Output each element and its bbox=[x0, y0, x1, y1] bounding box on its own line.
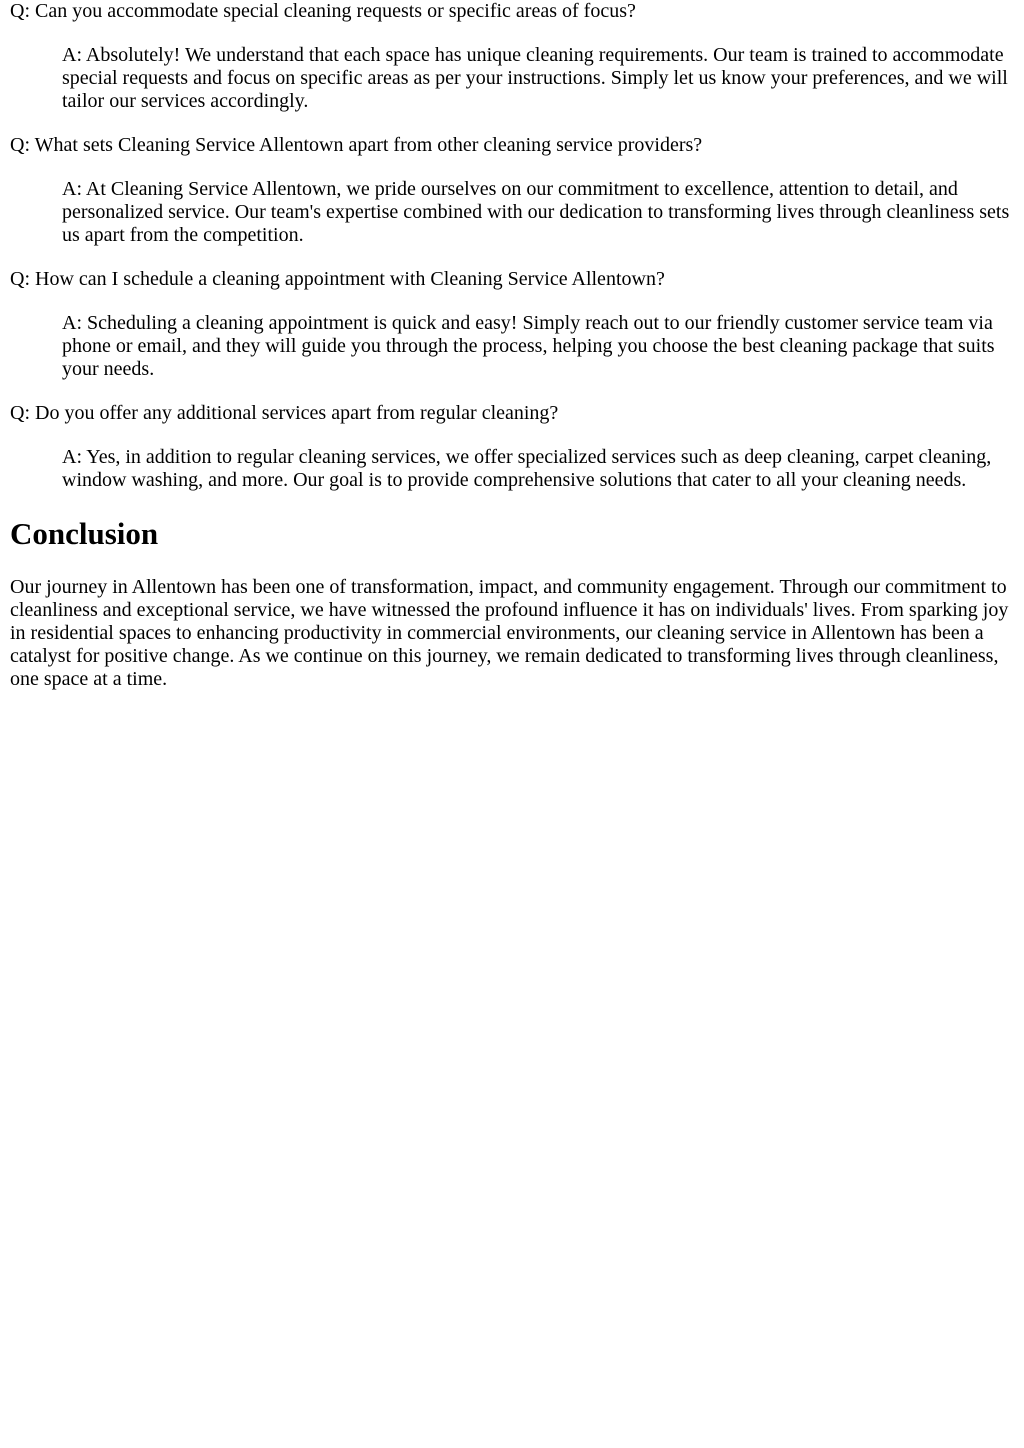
faq-item bbox=[10, 402, 1014, 492]
faq-list bbox=[10, 0, 1014, 492]
faq-answer: A: Absolutely! We understand that each space has unique cleaning requirements. Our team is trained to accommodate special requests and focus on specific areas as per your instructions. Simply let us know your preferences, and we will tailor our services accordingly. bbox=[62, 44, 1008, 112]
document-page bbox=[0, 0, 1024, 691]
faq-question: Q: How can I schedule a cleaning appointment with Cleaning Service Allentown? bbox=[10, 268, 665, 290]
conclusion-heading: Conclusion bbox=[10, 516, 159, 551]
faq-question: Q: Can you accommodate special cleaning requests or specific areas of focus? bbox=[10, 0, 636, 22]
faq-answer: A: At Cleaning Service Allentown, we pride ourselves on our commitment to excellence, attention to detail, and personalized service. Our team's expertise combined with our dedication to transforming lives through cleanliness sets us apart from the competition. bbox=[62, 178, 1010, 246]
conclusion-paragraph: Our journey in Allentown has been one of transformation, impact, and community engagement. Through our commitment to cleanliness and exceptional service, we have witnessed the profound influence it has on individuals' lives. From sparking joy in residential spaces to enhancing productivity in commercial environments, our cleaning service in Allentown has been a catalyst for positive change. As we continue on this journey, we remain dedicated to transforming lives through cleanliness, one space at a time. bbox=[10, 576, 1009, 690]
faq-answer: A: Scheduling a cleaning appointment is quick and easy! Simply reach out to our friendly customer service team via phone or email, and they will guide you through the process, helping you choose the best cleaning package that suits your needs. bbox=[62, 312, 995, 380]
faq-item bbox=[10, 0, 1014, 113]
faq-question: Q: Do you offer any additional services apart from regular cleaning? bbox=[10, 402, 559, 424]
faq-item bbox=[10, 134, 1014, 247]
faq-question: Q: What sets Cleaning Service Allentown apart from other cleaning service providers? bbox=[10, 134, 703, 156]
faq-item bbox=[10, 268, 1014, 381]
faq-answer: A: Yes, in addition to regular cleaning services, we offer specialized services such as deep cleaning, carpet cleaning, window washing, and more. Our goal is to provide comprehensive solutions that cater to all your cleaning needs. bbox=[62, 446, 992, 491]
